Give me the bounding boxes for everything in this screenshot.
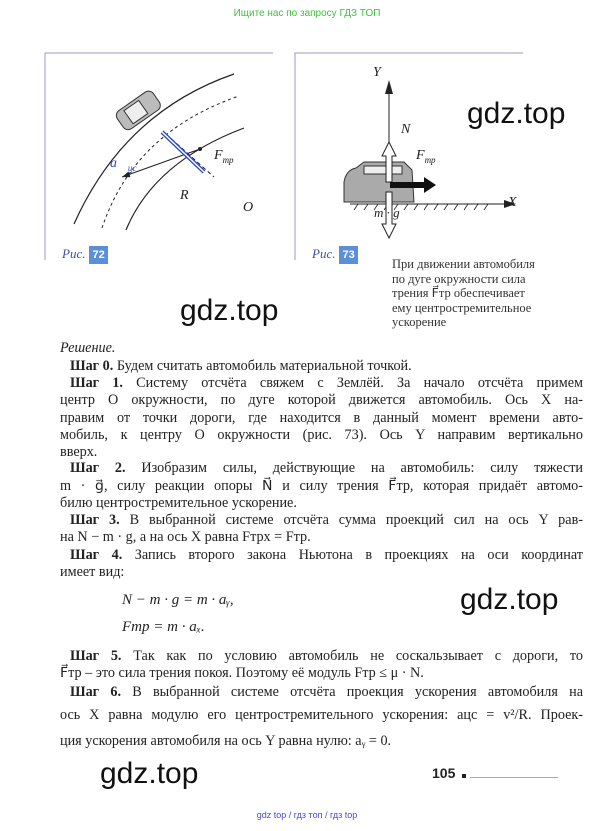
figure-73-caption xyxy=(312,245,358,263)
text-line xyxy=(70,375,583,392)
car-icon xyxy=(114,89,163,132)
x-axis-label: X xyxy=(508,195,517,210)
figure-72 xyxy=(44,52,274,262)
radius-label: R xyxy=(180,188,189,203)
acceleration-symbol: a xyxy=(110,156,128,171)
figure-number: 73 xyxy=(339,246,357,264)
text-line xyxy=(70,512,583,529)
step-label: Шаг 6. xyxy=(70,684,122,700)
figure-72-caption xyxy=(62,245,108,263)
step-text: ция ускорения автомобиля на ось Y равна нулю: aᵧ = 0. xyxy=(60,733,392,749)
caption-line: трения F⃗тр обеспечивает xyxy=(392,286,525,300)
watermark: gdz.top xyxy=(100,757,199,790)
acceleration-label xyxy=(110,156,137,173)
step-label: Шаг 4. xyxy=(70,547,123,563)
step-label: Шаг 0. xyxy=(70,358,114,374)
text-line xyxy=(70,460,583,477)
watermark: gdz.top xyxy=(460,583,559,616)
friction-symbol: F xyxy=(214,148,223,163)
step-text: Систему отсчёта свяжем с Землёй. За начало отсчёта примем xyxy=(122,375,583,391)
step-text: центр O окружности, по дуге которой движется автомобиль. Ось X на- xyxy=(60,392,583,408)
page-number: 105 xyxy=(432,765,456,781)
text-line xyxy=(70,648,583,665)
figure-label: Рис. xyxy=(62,246,86,261)
figure-number: 72 xyxy=(89,246,107,264)
equation: N − m · g = m · aᵧ, xyxy=(122,592,234,608)
text-line xyxy=(70,547,583,564)
figure-caption-text xyxy=(392,257,592,330)
step-text: Запись второго закона Ньютона в проекциях на оси координат xyxy=(122,547,583,563)
text-line xyxy=(60,444,97,461)
friction-label xyxy=(214,148,234,165)
step-text: m · g⃗, силу реакции опоры N⃗ и силу трения F⃗тр, которая придаёт автомо- xyxy=(60,478,583,494)
caption-line: ускорение xyxy=(392,315,447,329)
figure-label: Рис. xyxy=(312,246,336,261)
step-text: Изобразим силы, действующие на автомобиль: силу тяжести xyxy=(125,460,583,476)
caption-line: При движении автомобиля xyxy=(392,257,535,271)
center-label: O xyxy=(243,200,254,215)
text-line xyxy=(60,410,583,427)
acceleration-subscript: цс xyxy=(127,162,137,173)
text-line xyxy=(60,564,124,581)
step-text: билю центростремительное ускорение. xyxy=(60,495,297,511)
y-axis-label: Y xyxy=(373,65,381,80)
caption-line: по дуге окружности сила xyxy=(392,271,526,286)
step-text: на N − m · g, а на ось X равна Fтрx = Fтр. xyxy=(60,529,311,545)
text-line xyxy=(60,427,583,444)
step-label: Шаг 3. xyxy=(70,512,120,528)
step-text: В выбранной системе отсчёта проекция ускорения автомобиля на xyxy=(121,684,583,700)
watermark: gdz.top xyxy=(467,97,566,130)
text-line xyxy=(60,478,583,495)
step-text: ось X равна модулю его центростремительного ускорения: aцс = v²/R. Проек- xyxy=(60,707,583,723)
text-line xyxy=(60,392,583,409)
gravity-label: m · g xyxy=(374,205,400,220)
text-line xyxy=(70,358,412,375)
text-line xyxy=(60,707,583,724)
step-text: имеет вид: xyxy=(60,564,125,580)
friction-subscript: тр xyxy=(424,154,436,165)
watermark: gdz.top xyxy=(180,294,279,327)
text-line xyxy=(60,495,297,512)
figure-73 xyxy=(294,52,524,262)
page-marker xyxy=(462,774,466,778)
text-line xyxy=(70,684,583,701)
page-rule xyxy=(470,777,558,778)
step-label: Шаг 2. xyxy=(70,460,126,476)
step-text: Будем считать автомобиль материальной точкой. xyxy=(113,358,412,374)
friction-subscript: тр xyxy=(222,154,234,165)
step-text: правим от точки дороги, где находится в данный момент времени авто- xyxy=(60,410,583,426)
step-text: F⃗тр – это сила трения покоя. Поэтому её модуль Fтр ≤ μ · N. xyxy=(60,665,424,681)
equation: Fтр = m · aₓ. xyxy=(122,619,205,635)
step-label: Шаг 5. xyxy=(70,648,122,664)
caption-line: ему центростремительное xyxy=(392,300,532,315)
top-banner[interactable]: Ищите нас по запросу ГДЗ ТОП xyxy=(233,8,381,19)
text-line xyxy=(60,665,424,682)
step-text: вверх. xyxy=(60,444,98,460)
normal-force-label: N xyxy=(401,122,411,137)
step-text: В выбранной системе отсчёта сумма проекций сил на ось Y рав- xyxy=(119,512,584,528)
text-line xyxy=(60,733,391,750)
bottom-banner[interactable]: gdz top / гдз топ / гдз top xyxy=(256,810,358,820)
text-line xyxy=(60,529,311,546)
step-text: Так как по условию автомобиль не соскальзывает с дороги, то xyxy=(121,648,583,664)
solution-title: Решение. xyxy=(60,340,116,356)
step-label: Шаг 1. xyxy=(70,375,123,391)
friction-symbol: F xyxy=(416,148,425,163)
friction-label xyxy=(416,148,436,165)
step-text: мобиль, к центру O окружности (рис. 73). Ось Y направим вертикально xyxy=(60,427,583,443)
